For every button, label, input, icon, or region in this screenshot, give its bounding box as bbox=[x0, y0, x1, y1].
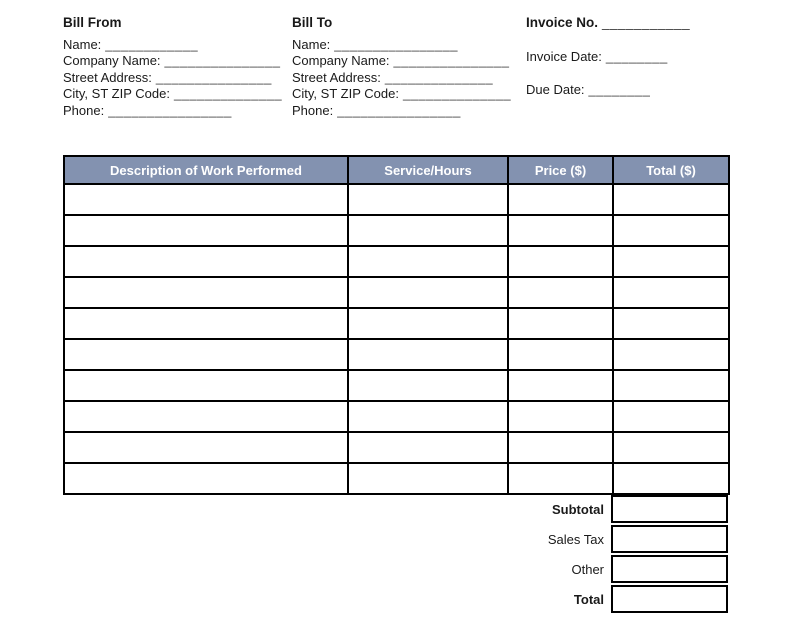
work-table-cell[interactable] bbox=[64, 308, 348, 339]
bill-from-section bbox=[63, 15, 282, 119]
work-table-cell[interactable] bbox=[613, 215, 729, 246]
work-table-row bbox=[64, 339, 729, 370]
column-header-description: Description of Work Performed bbox=[64, 156, 348, 184]
work-table-cell[interactable] bbox=[508, 246, 613, 277]
invoice-date-row bbox=[526, 49, 690, 66]
work-table-cell[interactable] bbox=[348, 432, 508, 463]
work-table-cell[interactable] bbox=[348, 370, 508, 401]
field-label: City, ST ZIP Code: bbox=[292, 86, 399, 101]
subtotal-value-box[interactable] bbox=[611, 495, 728, 523]
work-table-cell[interactable] bbox=[508, 432, 613, 463]
field-label: Company Name: bbox=[63, 53, 161, 68]
other-row bbox=[63, 554, 728, 584]
work-table-cell[interactable] bbox=[64, 463, 348, 494]
work-table-cell[interactable] bbox=[613, 184, 729, 215]
bill-to-field-company bbox=[292, 53, 511, 70]
field-label: Name: bbox=[63, 36, 102, 52]
work-table-cell[interactable] bbox=[508, 215, 613, 246]
field-blank-line[interactable]: ________________ bbox=[337, 102, 461, 118]
bill-from-field-company bbox=[63, 53, 282, 70]
field-blank-line[interactable]: ______________ bbox=[384, 69, 494, 85]
bill-to-field-city bbox=[292, 86, 511, 103]
work-table-row bbox=[64, 277, 729, 308]
work-table-cell[interactable] bbox=[348, 308, 508, 339]
sales-tax-value-box[interactable] bbox=[611, 525, 728, 553]
work-table-row bbox=[64, 370, 729, 401]
work-table-cell[interactable] bbox=[613, 432, 729, 463]
work-table-cell[interactable] bbox=[348, 215, 508, 246]
column-header-service-hours: Service/Hours bbox=[348, 156, 508, 184]
work-table-cell[interactable] bbox=[613, 277, 729, 308]
work-table-cell[interactable] bbox=[64, 401, 348, 432]
total-row bbox=[63, 584, 728, 614]
field-label: City, ST ZIP Code: bbox=[63, 86, 170, 101]
work-table-cell[interactable] bbox=[613, 246, 729, 277]
field-label: Due Date: bbox=[526, 82, 585, 97]
work-table-cell[interactable] bbox=[348, 277, 508, 308]
work-table-header-row bbox=[64, 156, 729, 184]
total-label: Total bbox=[573, 591, 604, 607]
total-value-box[interactable] bbox=[611, 585, 728, 613]
work-table-cell[interactable] bbox=[613, 370, 729, 401]
work-table-row bbox=[64, 246, 729, 277]
column-header-price: Price ($) bbox=[508, 156, 613, 184]
field-blank-line[interactable]: _______________ bbox=[164, 53, 281, 68]
other-label: Other bbox=[571, 561, 604, 577]
invoice-number-blank-line[interactable]: ___________ bbox=[602, 15, 691, 30]
bill-to-section bbox=[292, 15, 511, 119]
work-items-table bbox=[63, 155, 730, 495]
bill-from-field-name bbox=[63, 37, 282, 54]
invoice-number-row bbox=[526, 15, 690, 32]
field-blank-line[interactable]: ________________ bbox=[108, 102, 232, 118]
due-date-row bbox=[526, 82, 690, 99]
field-label: Invoice Date: bbox=[526, 48, 602, 64]
field-blank-line[interactable]: ______________ bbox=[173, 86, 283, 101]
bill-to-field-name bbox=[292, 37, 511, 54]
field-blank-line[interactable]: ____________ bbox=[105, 36, 199, 52]
bill-from-field-street bbox=[63, 70, 282, 87]
work-table-cell[interactable] bbox=[508, 370, 613, 401]
field-label: Street Address: bbox=[292, 69, 381, 85]
field-blank-line[interactable]: ________________ bbox=[334, 36, 458, 52]
work-table-cell[interactable] bbox=[508, 463, 613, 494]
invoice-meta-section bbox=[526, 15, 690, 99]
field-blank-line[interactable]: ______________ bbox=[402, 86, 512, 101]
work-table-cell[interactable] bbox=[348, 339, 508, 370]
work-table-row bbox=[64, 184, 729, 215]
work-table-cell[interactable] bbox=[508, 308, 613, 339]
work-table-cell[interactable] bbox=[64, 432, 348, 463]
column-header-total: Total ($) bbox=[613, 156, 729, 184]
work-table-cell[interactable] bbox=[348, 246, 508, 277]
work-table-cell[interactable] bbox=[64, 370, 348, 401]
work-table-body bbox=[64, 184, 729, 494]
work-table-cell[interactable] bbox=[64, 277, 348, 308]
work-table-cell[interactable] bbox=[613, 401, 729, 432]
field-label: Phone: bbox=[63, 102, 105, 118]
work-table-cell[interactable] bbox=[64, 339, 348, 370]
work-table-cell[interactable] bbox=[613, 308, 729, 339]
work-table-row bbox=[64, 308, 729, 339]
bill-from-field-phone bbox=[63, 103, 282, 120]
sales-tax-row bbox=[63, 524, 728, 554]
work-table-cell[interactable] bbox=[64, 215, 348, 246]
bill-from-title: Bill From bbox=[63, 15, 122, 30]
bill-to-field-phone bbox=[292, 103, 511, 120]
work-table-row bbox=[64, 401, 729, 432]
sales-tax-label: Sales Tax bbox=[547, 531, 604, 547]
work-table-cell[interactable] bbox=[348, 401, 508, 432]
field-label: Name: bbox=[292, 36, 331, 52]
work-table-cell[interactable] bbox=[508, 401, 613, 432]
work-table-cell[interactable] bbox=[508, 184, 613, 215]
bill-to-title: Bill To bbox=[292, 15, 333, 30]
work-table-cell[interactable] bbox=[64, 246, 348, 277]
field-blank-line[interactable]: _______________ bbox=[393, 53, 510, 68]
field-label: Phone: bbox=[292, 102, 334, 118]
work-table-cell[interactable] bbox=[348, 463, 508, 494]
field-blank-line[interactable]: ________ bbox=[588, 82, 651, 97]
work-table-cell[interactable] bbox=[348, 184, 508, 215]
work-table-cell[interactable] bbox=[613, 339, 729, 370]
totals-section bbox=[63, 494, 728, 614]
bill-to-field-street bbox=[292, 70, 511, 87]
work-table-row bbox=[64, 215, 729, 246]
invoice-number-label: Invoice No. bbox=[526, 15, 599, 30]
field-blank-line[interactable]: ________ bbox=[605, 48, 668, 64]
other-value-box[interactable] bbox=[611, 555, 728, 583]
work-table-cell[interactable] bbox=[508, 277, 613, 308]
field-label: Company Name: bbox=[292, 53, 390, 68]
work-table-row bbox=[64, 463, 729, 494]
work-table-cell[interactable] bbox=[508, 339, 613, 370]
work-table-cell[interactable] bbox=[613, 463, 729, 494]
work-table-cell[interactable] bbox=[64, 184, 348, 215]
bill-from-field-city bbox=[63, 86, 282, 103]
field-label: Street Address: bbox=[63, 69, 152, 85]
work-table-row bbox=[64, 432, 729, 463]
subtotal-label: Subtotal bbox=[552, 501, 604, 517]
field-blank-line[interactable]: _______________ bbox=[155, 69, 272, 85]
subtotal-row bbox=[63, 494, 728, 524]
